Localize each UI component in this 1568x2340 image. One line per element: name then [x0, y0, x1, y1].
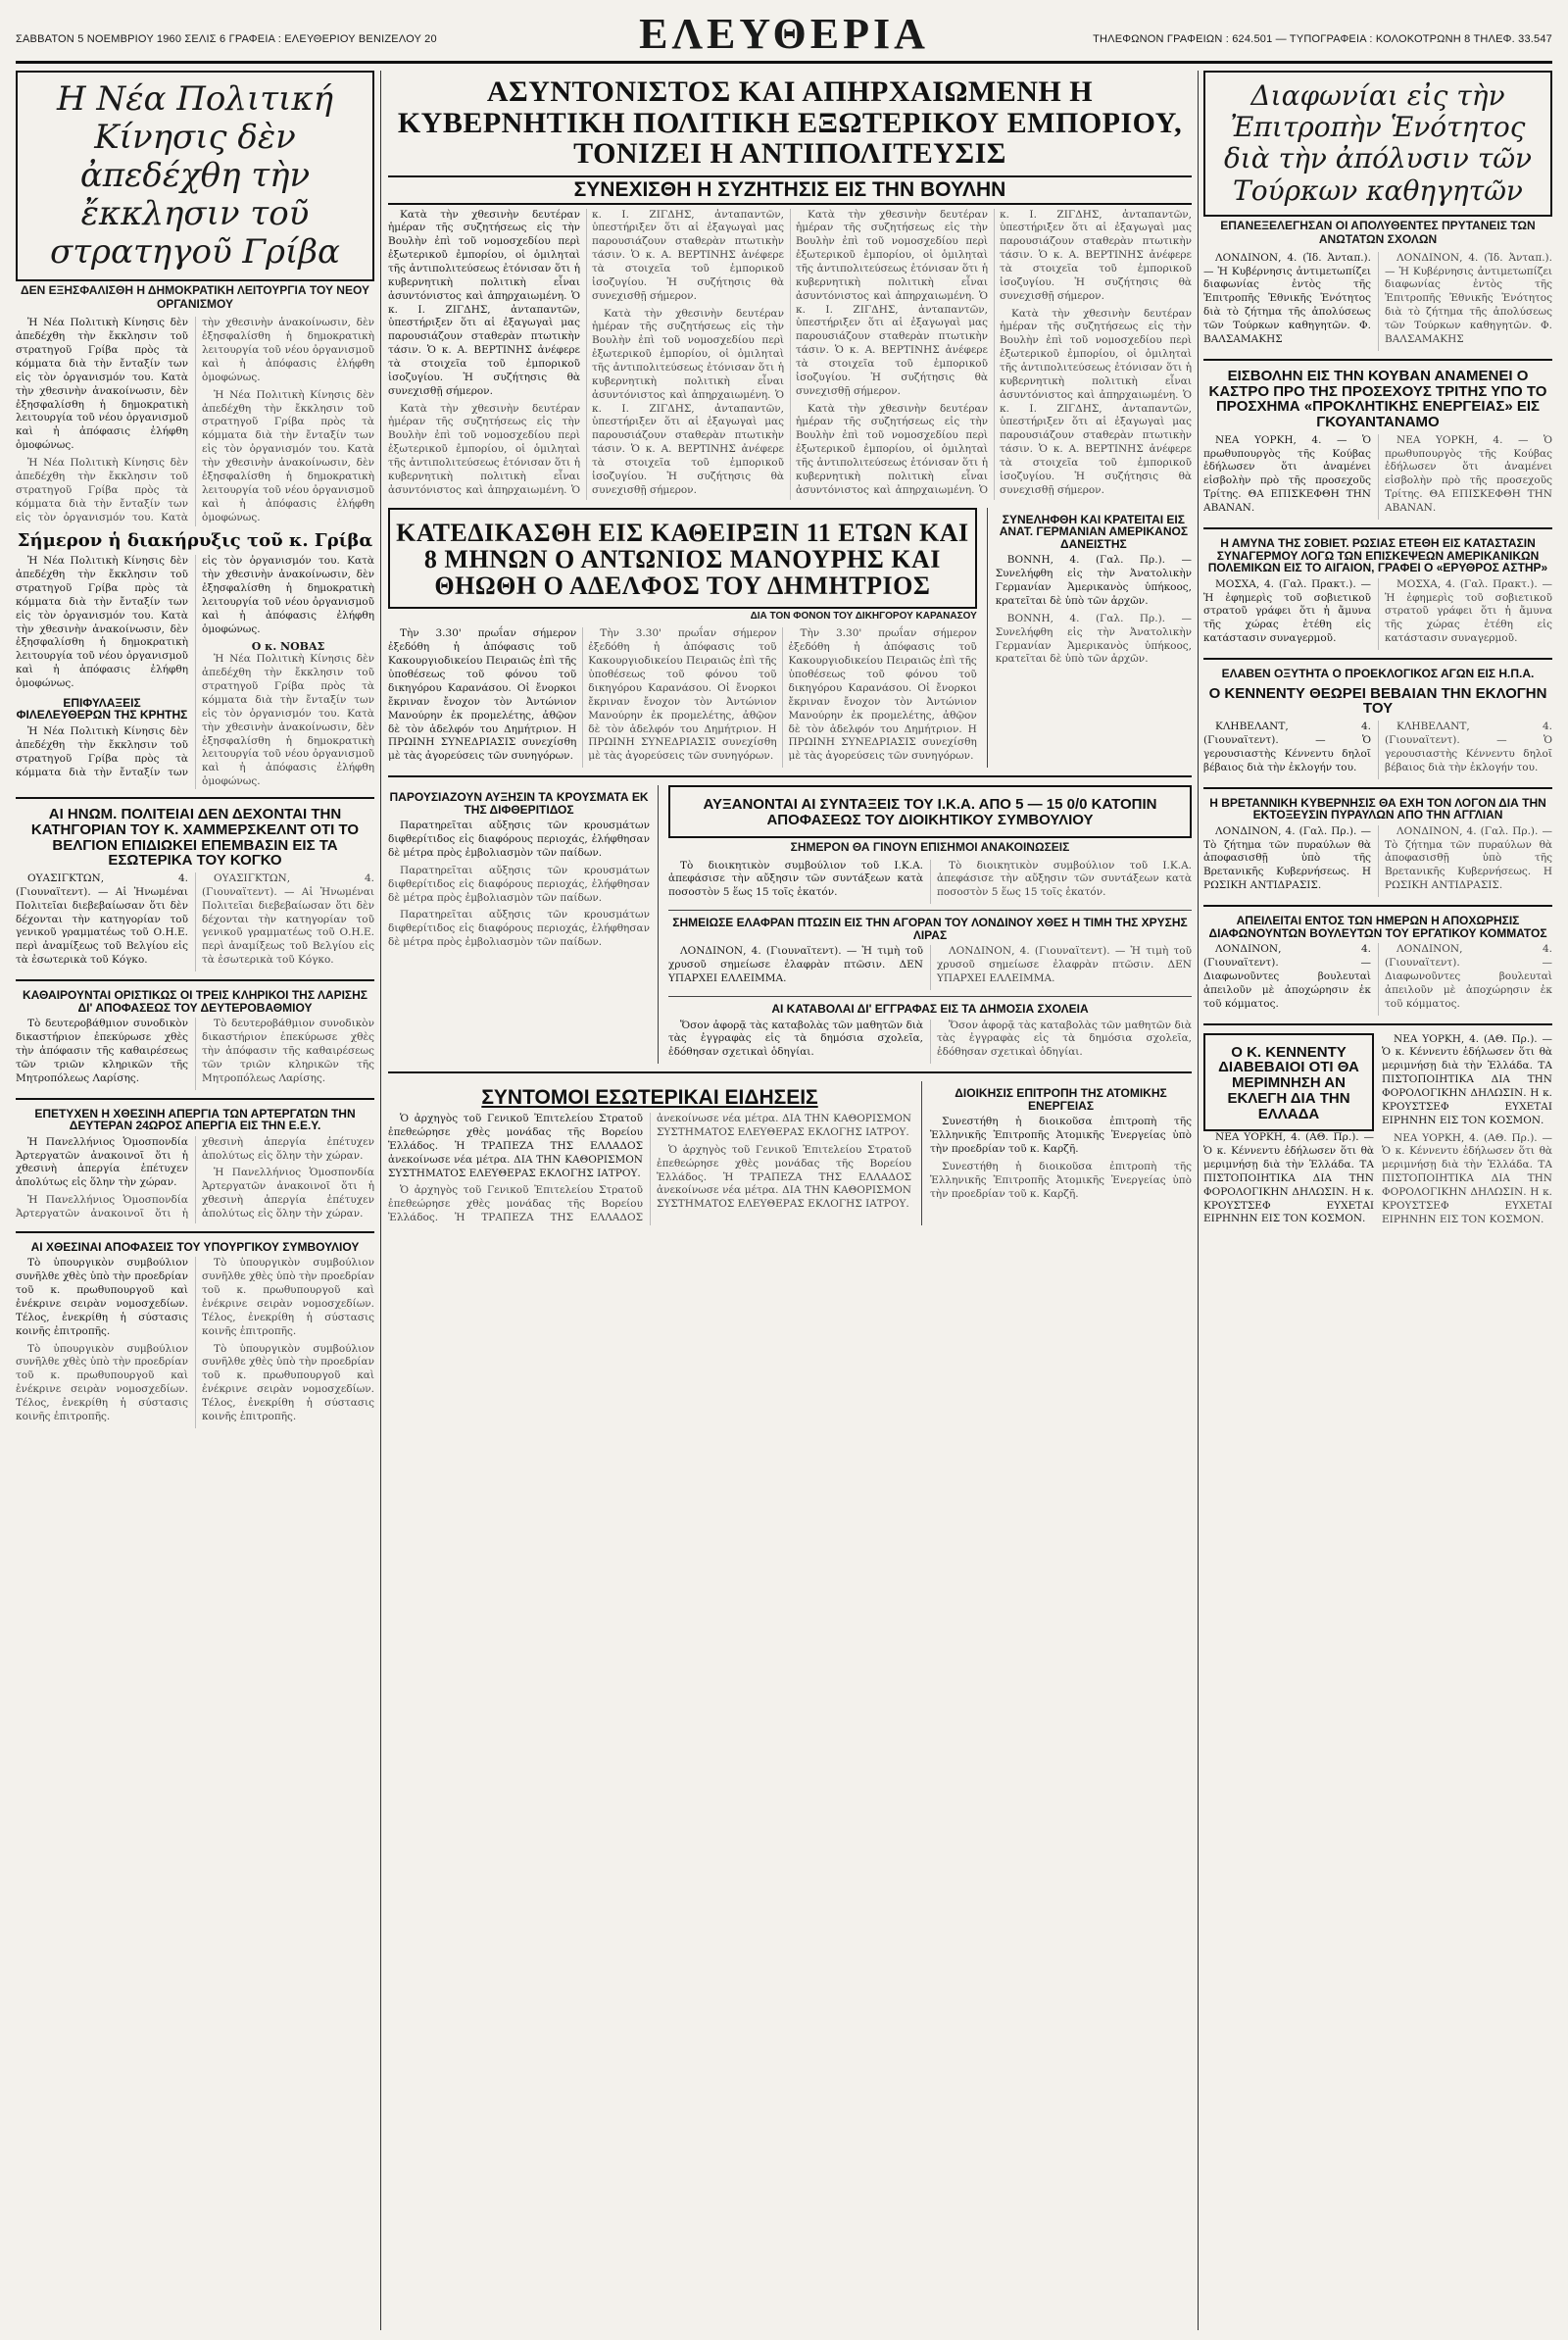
lead-headline: ΑΣΥΝΤΟΝΙΣΤΟΣ ΚΑΙ ΑΠΗΡΧΑΙΩΜΕΝΗ Η ΚΥΒΕΡΝΗΤΙΚΗ ΠΟΛΙΤΙΚΗ ΕΞΩΤΕΡΙΚΟΥ ΕΜΠΟΡΙΟΥ, ΤΟΝΙΖΕΙ Η ΑΝΤΙΠΟΛΙΤΕΥΣΙΣ — [397, 75, 1183, 170]
griva-declaration-subhead: Σήμερον ἡ διακήρυξις τοῦ κ. Γρίβα — [17, 530, 373, 552]
cabinet-decisions-headline: ΑΙ ΧΘΕΣΙΝΑΙ ΑΠΟΦΑΣΕΙΣ ΤΟΥ ΥΠΟΥΡΓΙΚΟΥ ΣΥΜΒΟΥΛΙΟΥ — [30, 1239, 360, 1254]
lead-paragraph: Κατὰ τὴν χθεσινὴν δευτέραν ἡμέραν τῆς συζητήσεως εἰς τὴν Βουλὴν ἐπὶ τοῦ νομοσχεδίου περὶ ἐξωτερικοῦ ἐμπορίου, οἱ ὁμιληταὶ τῆς ἀντιπολιτεύσεως ἐτόνισαν ὅτι ἡ κυβερνητικὴ πολιτικὴ εἶναι ἀσυντόνιστος καὶ ἀπηρχαιωμένη. Ὁ κ. Ι. ΖΙΓΔΗΣ, ἀνταπαντῶν, ὑπεστήριξεν ὅτι αἱ ἐξαγωγαὶ μας παρουσιάζουν σταθερὰν πτωτικὴν τάσιν. Ὁ κ. Α. ΒΕΡΤΙΝΗΣ ἀνέφερε τὰ στοιχεῖα τοῦ ἐμπορικοῦ ἰσοζυγίου. Ἡ συζήτησις θὰ συνεχισθῇ σήμερον. — [796, 208, 988, 397]
congo-paragraph: ΟΥΑΣΙΓΚΤΩΝ, 4. (Γιουναϊτεντ). — Αἱ Ἡνωμέναι Πολιτεῖαι διεβεβαίωσαν ὅτι δὲν δέχονται τὴν κατηγορίαν τοῦ γενικοῦ γραμματέως τοῦ Ο.Η.Ε. περὶ ἀναμίξεως τοῦ Βελγίου εἰς τὰ ἐσωτερικὰ τοῦ Κόγκο. — [202, 872, 374, 967]
congo-body — [16, 872, 374, 971]
school-fees-paragraph: Ὅσον ἀφορᾷ τὰς καταβολὰς τῶν μαθητῶν διὰ τὰς ἐγγραφὰς εἰς τὰ δημόσια σχολεῖα, ἐδόθησαν σχετικαὶ ὁδηγίαι. — [668, 1019, 923, 1059]
gold-paragraph: ΛΟΝΔΙΝΟΝ, 4. (Γιουναϊτεντ). — Ἡ τιμὴ τοῦ χρυσοῦ σημείωσε ἐλαφρὰν πτῶσιν. ΔΕΝ ΥΠΑΡΧΕΙ ΕΛΛΕΙΜΜΑ. — [937, 945, 1192, 985]
congo-headline: ΑΙ ΗΝΩΜ. ΠΟΛΙΤΕΙΑΙ ΔΕΝ ΔΕΧΟΝΤΑΙ ΤΗΝ ΚΑΤΗΓΟΡΙΑΝ ΤΟΥ Κ. ΧΑΜΜΕΡΣΚΕΛΝΤ ΟΤΙ ΤΟ ΒΕΛΓΙΟΝ ΕΠΙΔΙΩΚΕΙ ΕΠΕΜΒΑΣΙΝ ΕΙΣ ΤΑ ΕΣΩΤΕΡΙΚΑ ΤΟΥ ΚΟΓΚΟ — [30, 806, 360, 870]
griva-paragraph: Ἡ Νέα Πολιτικὴ Κίνησις δὲν ἀπεδέχθη τὴν ἔκκλησιν τοῦ στρατηγοῦ Γρίβα πρὸς τὰ κόμματα διὰ τὴν ἔνταξίν των εἰς τὸν ὀργανισμόν του. Κατὰ τὴν χθεσινὴν ἀνακοίνωσιν, δὲν ἐξησφαλίσθη ἡ δημοκρατικὴ λειτουργία τοῦ νέου ὀργανισμοῦ καὶ ἡ ἀπόφασις ἐλήφθη ὁμοφώνως. — [16, 555, 374, 778]
griva-paragraph: Ἡ Νέα Πολιτικὴ Κίνησις δὲν ἀπεδέχθη τὴν ἔκκλησιν τοῦ στρατηγοῦ Γρίβα πρὸς τὰ κόμματα διὰ τὴν ἔνταξίν των εἰς τὸν ὀργανισμόν του. Κατὰ τὴν χθεσινὴν ἀνακοίνωσιν, δὲν ἐξησφαλίσθη ἡ δημοκρατικὴ λειτουργία τοῦ νέου ὀργανισμοῦ καὶ ἡ ἀπόφασις ἐλήφθη ὁμοφώνως. — [16, 555, 188, 689]
griva-paragraph: Ἡ Νέα Πολιτικὴ Κίνησις δὲν ἀπεδέχθη τὴν ἔκκλησιν τοῦ στρατηγοῦ Γρίβα πρὸς τὰ κόμματα διὰ τὴν ἔνταξίν των εἰς τὸν ὀργανισμόν του. Κατὰ τὴν χθεσινὴν ἀνακοίνωσιν, δὲν ἐξησφαλίσθη ἡ δημοκρατικὴ λειτουργία τοῦ νέου ὀργανισμοῦ καὶ ἡ ἀπόφασις ἐλήφθη ὁμοφώνως. — [202, 653, 374, 788]
domestic-news-headline: ΣΥΝΤΟΜΟΙ ΕΣΩΤΕΡΙΚΑΙ ΕΙΔΗΣΕΙΣ — [481, 1086, 818, 1110]
griva-article — [16, 71, 374, 281]
ika-pensions-subheadline: ΣΗΜΕΡΟΝ ΘΑ ΓΙΝΟΥΝ ΕΠΙΣΗΜΟΙ ΑΝΑΚΟΙΝΩΣΕΙΣ — [790, 839, 1070, 854]
bakers-strike-paragraph: Ἡ Πανελλήνιος Ὁμοσπονδία Ἀρτεργατῶν ἀνακοινοῖ ὅτι ἡ χθεσινὴ ἀπεργία ἐπέτυχεν ἀπολύτως εἰς ὅλην τὴν χώραν. — [16, 1135, 374, 1220]
griva-body-2 — [16, 555, 374, 789]
cabinet-paragraph: Τὸ ὑπουργικὸν συμβούλιον συνῆλθε χθὲς ὑπὸ τὴν προεδρίαν τοῦ κ. πρωθυπουργοῦ καὶ ἐνέκρινε σειρὰν νομοσχεδίων. Τέλος, ἐνεκρίθη ἡ σύστασις κοινῆς ἐπιτροπῆς. — [16, 1342, 188, 1422]
newspaper-title: ΕΛΕΥΘΕΡΙΑ — [639, 10, 929, 58]
lead-paragraph: Κατὰ τὴν χθεσινὴν δευτέραν ἡμέραν τῆς συζητήσεως εἰς τὴν Βουλὴν ἐπὶ τοῦ νομοσχεδίου περὶ ἐξωτερικοῦ ἐμπορίου, οἱ ὁμιληταὶ τῆς ἀντιπολιτεύσεως ἐτόνισαν ὅτι ἡ κυβερνητικὴ πολιτικὴ εἶναι ἀσυντόνιστος καὶ ἀπηρχαιωμένη. Ὁ κ. Ι. ΖΙΓΔΗΣ, ἀνταπαντῶν, ὑπεστήριξεν ὅτι αἱ ἐξαγωγαὶ μας παρουσιάζουν σταθερὰν πτωτικὴν τάσιν. Ὁ κ. Α. ΒΕΡΤΙΝΗΣ ἀνέφερε τὰ στοιχεῖα τοῦ ἐμπορικοῦ ἰσοζυγίου. Ἡ συζήτησις θὰ συνεχισθῇ σήμερον. — [388, 208, 784, 496]
cabinet-decisions-body — [16, 1257, 374, 1427]
left-column — [16, 71, 374, 2330]
kennedy-paragraph: ΚΛΗΒΕΛΑΝΤ, 4. (Γιουναϊτεντ). — Ὁ γερουσιαστὴς Κέννεντυ δηλοῖ βέβαιος διὰ τὴν ἐκλογήν του. — [1385, 721, 1552, 773]
kennedy-paragraph: ΚΛΗΒΕΛΑΝΤ, 4. (Γιουναϊτεντ). — Ὁ γερουσιαστὴς Κέννεντυ δηλοῖ βέβαιος διὰ τὴν ἐκλογήν του. — [1203, 721, 1371, 773]
bakers-strike-body — [16, 1136, 374, 1223]
griva-body — [16, 317, 374, 526]
griva-paragraph: Ἡ Νέα Πολιτικὴ Κίνησις δὲν ἀπεδέχθη τὴν ἔκκλησιν τοῦ στρατηγοῦ Γρίβα πρὸς τὰ κόμματα διὰ τὴν ἔνταξίν των εἰς τὸν ὀργανισμόν του. Κατὰ τὴν χθεσινὴν ἀνακοίνωσιν, δὲν ἐξησφαλίσθη ἡ δημοκρατικὴ λειτουργία τοῦ νέου ὀργανισμοῦ καὶ ἡ ἀπόφασις ἐλήφθη ὁμοφώνως. — [16, 317, 188, 452]
signature-novas: Ο κ. ΝΟΒΑΣ — [251, 640, 325, 654]
column-rule-left — [380, 71, 381, 2330]
center-column — [388, 71, 1192, 2330]
ika-paragraph: Τὸ διοικητικὸν συμβούλιον τοῦ Ι.Κ.Α. ἀπεφάσισε τὴν αὔξησιν τῶν συντάξεων κατὰ ποσοστὸν 5 ἕως 15 τοῖς ἑκατόν. — [937, 859, 1192, 899]
domestic-news-paragraph: Ὁ ἀρχηγὸς τοῦ Γενικοῦ Ἐπιτελείου Στρατοῦ ἐπεθεώρησε χθὲς μονάδας τῆς Βορείου Ἑλλάδος. Ἡ ΤΡΑΠΕΖΑ ΤΗΣ ΕΛΛΑΔΟΣ ἀνεκοίνωσε νέα μέτρα. ΔΙΑ ΤΗΝ ΚΑΘΟΡΙΣΜΟΝ ΣΥΣΤΗΜΑΤΟΣ ΕΛΕΥΘΕΡΑΣ ΕΚΛΟΓΗΣ ΙΑΤΡΟΥ. — [388, 1113, 911, 1224]
larissa-clergy-headline: ΚΑΘΑΙΡΟΥΝΤΑΙ ΟΡΙΣΤΙΚΩΣ ΟΙ ΤΡΕΙΣ ΚΛΗΡΙΚΟΙ ΤΗΣ ΛΑΡΙΣΗΣ ΔΙ' ΑΠΟΦΑΣΕΩΣ ΤΟΥ ΔΕΥΤΕΡΟΒΑΘΜΙΟΥ — [23, 988, 368, 1015]
castro-headline: ΕΙΣΒΟΛΗΝ ΕΙΣ ΤΗΝ ΚΟΥΒΑΝ ΑΝΑΜΕΝΕΙ Ο ΚΑΣΤΡΟ ΠΡΟ ΤΗΣ ΠΡΟΣΕΧΟΥΣ ΤΡΙΤΗΣ ΥΠΟ ΤΟ ΠΡΟΣΧΗΜΑ «ΠΡΟΚΛΗΤΙΚΗΣ ΕΝΕΡΓΕΙΑΣ» ΕΙΣ ΓΚΟΥΑΝΤΑΝΑΜΟ — [1208, 367, 1547, 431]
unity-committee-paragraph: ΛΟΝΔΙΝΟΝ, 4. (Ἰδ. Ἀνταπ.). — Ἡ Κυβέρνησις ἀντιμετωπίζει διαφωνίας ἐντὸς τῆς Ἐπιτροπῆς Ἐθνικῆς Ἑνότητος διὰ τὸ ζήτημα τῆς ἀπολύσεως τῶν Τούρκων καθηγητῶν. Φ. ΒΑΛΣΑΜΑΚΗΣ — [1385, 251, 1552, 345]
kennedy-greece-paragraph: ΝΕΑ ΥΟΡΚΗ, 4. (ΑΘ. Πρ.). — Ὁ κ. Κέννεντυ ἐδήλωσεν ὅτι θὰ μεριμνήσῃ διὰ τὴν Ἑλλάδα. ΤΑ ΠΙΣΤΟΠΟΙΗΤΙΚΑ ΔΙΑ ΤΗΝ ΦΟΡΟΛΟΓΙΚΗΝ ΔΗΛΩΣΙΝ. Η κ. ΚΡΟΥΣΤΣΕΦ ΕΥΧΕΤΑΙ ΕΙΡΗΝΗΝ ΕΙΣ ΤΟΝ ΚΟΣΜΟΝ. — [1382, 1032, 1552, 1126]
bakers-strike-headline: ΕΠΕΤΥΧΕΝ Η ΧΘΕΣΙΝΗ ΑΠΕΡΓΙΑ ΤΩΝ ΑΡΤΕΡΓΑΤΩΝ ΤΗΝ ΔΕΥΤΕΡΑΝ 24ΩΡΟΣ ΑΠΕΡΓΙΑ ΕΙΣ ΤΗΝ Ε.Ε.Υ. — [34, 1106, 356, 1133]
gold-body — [668, 945, 1192, 990]
atomic-energy-paragraph: Συνεστήθη ἡ διοικοῦσα ἐπιτροπὴ τῆς Ἑλληνικῆς Ἐπιτροπῆς Ἀτομικῆς Ἐνεργείας ὑπὸ τὴν προεδρίαν τοῦ κ. Καρζῆ. — [930, 1160, 1192, 1200]
unity-committee-headline: Διαφωνίαι εἰς τὴν Ἐπιτροπὴν Ἑνότητος διὰ τὴν ἀπόλυσιν τῶν Τούρκων καθηγητῶν — [1223, 79, 1533, 207]
kennedy-body — [1203, 721, 1552, 778]
uk-missiles-paragraph: ΛΟΝΔΙΝΟΝ, 4. (Γαλ. Πρ.). — Τὸ ζήτημα τῶν πυραύλων θὰ ἀποφασισθῇ ὑπὸ τῆς Βρετανικῆς Κυβερνήσεως. Η ΡΩΣΙΚΗ ΑΝΤΙΔΡΑΣΙΣ. — [1385, 824, 1552, 892]
griva-paragraph: Ἡ Νέα Πολιτικὴ Κίνησις δὲν ἀπεδέχθη τὴν ἔκκλησιν τοῦ στρατηγοῦ Γρίβα πρὸς τὰ κόμματα διὰ τὴν ἔνταξίν των εἰς τὸν ὀργανισμόν του. Κατὰ τὴν χθεσινὴν ἀνακοίνωσιν, δὲν ἐξησφαλίσθη ἡ δημοκρατικὴ λειτουργία τοῦ νέου ὀργανισμοῦ καὶ ἡ ἀπόφασις ἐλήφθη ὁμοφώνως. — [16, 317, 374, 523]
labour-paragraph: ΛΟΝΔΙΝΟΝ, 4. (Γιουναϊτεντ). — Διαφωνοῦντες βουλευταὶ ἀπειλοῦν μὲ ἀποχώρησιν ἐκ τοῦ κόμματος. — [1385, 943, 1552, 1010]
ika-body — [668, 860, 1192, 905]
kennedy-greece-headline: Ο Κ. ΚΕΝΝΕΝΤΥ ΔΙΑΒΕΒΑΙΟΙ ΟΤΙ ΘΑ ΜΕΡΙΜΝΗΣΗ ΑΝ ΕΚΛΕΓΗ ΔΙΑ ΤΗΝ ΕΛΛΑΔΑ — [1218, 1043, 1359, 1122]
lead-paragraph: Κατὰ τὴν χθεσινὴν δευτέραν ἡμέραν τῆς συζητήσεως εἰς τὴν Βουλὴν ἐπὶ τοῦ νομοσχεδίου περὶ ἐξωτερικοῦ ἐμπορίου, οἱ ὁμιληταὶ τῆς ἀντιπολιτεύσεως ἐτόνισαν ὅτι ἡ κυβερνητικὴ πολιτικὴ εἶναι ἀσυντόνιστος καὶ ἀπηρχαιωμένη. Ὁ κ. Ι. ΖΙΓΔΗΣ, ἀνταπαντῶν, ὑπεστήριξεν ὅτι αἱ ἐξαγωγαὶ μας παρουσιάζουν σταθερὰν πτωτικὴν τάσιν. Ὁ κ. Α. ΒΕΡΤΙΝΗΣ ἀνέφερε τὰ στοιχεῖα τοῦ ἐμπορικοῦ ἰσοζυγίου. Ἡ συζήτησις θὰ συνεχισθῇ σήμερον. — [388, 208, 580, 397]
labour-mps-headline: ΑΠΕΙΛΕΙΤΑΙ ΕΝΤΟΣ ΤΩΝ ΗΜΕΡΩΝ Η ΑΠΟΧΩΡΗΣΙΣ ΔΙΑΦΩΝΟΥΝΤΩΝ ΒΟΥΛΕΥΤΩΝ ΤΟΥ ΕΡΓΑΤΙΚΟΥ ΚΟΜΜΑΤΟΣ — [1208, 914, 1547, 940]
larissa-paragraph: Τὸ δευτεροβάθμιον συνοδικὸν δικαστήριον ἐπεκύρωσε χθὲς τὴν ἀπόφασιν τῆς καθαιρέσεως τῶν τριῶν κληρικῶν τῆς Μητροπόλεως Λαρίσης. — [16, 1018, 188, 1084]
unity-committee-box — [1203, 71, 1552, 217]
manouris-byline: ΔΙΑ ΤΟΝ ΦΟΝΟΝ ΤΟΥ ΔΙΚΗΓΟΡΟΥ ΚΑΡΑΝΑΣΟΥ — [750, 611, 977, 622]
gold-sovereign-headline: ΣΗΜΕΙΩΣΕ ΕΛΑΦΡΑΝ ΠΤΩΣΙΝ ΕΙΣ ΤΗΝ ΑΓΟΡΑΝ ΤΟΥ ΛΟΝΔΙΝΟΥ ΧΘΕΣ Η ΤΙΜΗ ΤΗΣ ΧΡΥΣΗΣ ΛΙΡΑΣ — [672, 916, 1188, 942]
griva-paragraph: Ἡ Νέα Πολιτικὴ Κίνησις δὲν ἀπεδέχθη τὴν ἔκκλησιν τοῦ στρατηγοῦ Γρίβα πρὸς τὰ κόμματα διὰ τὴν ἔνταξίν των εἰς τὸν ὀργανισμόν του. Κατὰ τὴν χθεσινὴν ἀνακοίνωσιν, δὲν ἐξησφαλίσθη ἡ δημοκρατικὴ λειτουργία τοῦ νέου ὀργανισμοῦ καὶ ἡ ἀπόφασις ἐλήφθη ὁμοφώνως. — [202, 388, 374, 523]
masthead-phones: ΤΗΛΕΦΩΝΟΝ ΓΡΑΦΕΙΩΝ : 624.501 — ΤΥΠΟΓΡΑΦΕΙΑ : ΚΟΛΟΚΟΤΡΩΝΗ 8 ΤΗΛΕΦ. 33.547 — [1093, 33, 1552, 45]
column-rule-right — [1198, 71, 1199, 2330]
us-election-headline: ΕΛΑΒΕΝ ΟΞΥΤΗΤΑ Ο ΠΡΟΕΚΛΟΓΙΚΟΣ ΑΓΩΝ ΕΙΣ Η.Π.Α. — [1221, 667, 1535, 680]
bakers-strike-paragraph: Ἡ Πανελλήνιος Ὁμοσπονδία Ἀρτεργατῶν ἀνακοινοῖ ὅτι ἡ χθεσινὴ ἀπεργία ἐπέτυχεν ἀπολύτως εἰς ὅλην τὴν χώραν. — [16, 1135, 188, 1189]
east-germany-arrest-headline: ΣΥΝΕΛΗΦΘΗ ΚΑΙ ΚΡΑΤΕΙΤΑΙ ΕΙΣ ΑΝΑΤ. ΓΕΡΜΑΝΙΑΝ ΑΜΕΡΙΚΑΝΟΣ ΔΑΝΕΙΣΤΗΣ — [999, 512, 1189, 551]
larissa-paragraph: Τὸ δευτεροβάθμιον συνοδικὸν δικαστήριον ἐπεκύρωσε χθὲς τὴν ἀπόφασιν τῆς καθαιρέσεως τῶν τριῶν κληρικῶν τῆς Μητροπόλεως Λαρίσης. — [202, 1018, 374, 1084]
manouris-headline: ΚΑΤΕΔΙΚΑΣΘΗ ΕΙΣ ΚΑΘΕΙΡΞΙΝ 11 ΕΤΩΝ ΚΑΙ 8 ΜΗΝΩΝ Ο ΑΝΤΩΝΙΟΣ ΜΑΝΟΥΡΗΣ ΚΑΙ ΘΗΩΘΗ Ο ΑΔΕΛΦΟΣ ΤΟΥ ΔΗΜΗΤΡΙΟΣ — [396, 518, 969, 601]
kennedy-confident-headline: Ο ΚΕΝΝΕΝΤΥ ΘΕΩΡΕΙ ΒΕΒΑΙΑΝ ΤΗΝ ΕΚΛΟΓΗΝ ΤΟΥ — [1208, 684, 1547, 718]
unity-committee-paragraph: ΛΟΝΔΙΝΟΝ, 4. (Ἰδ. Ἀνταπ.). — Ἡ Κυβέρνησις ἀντιμετωπίζει διαφωνίας ἐντὸς τῆς Ἐπιτροπῆς Ἐθνικῆς Ἑνότητος διὰ τὸ ζήτημα τῆς ἀπολύσεως τῶν Τούρκων καθηγητῶν. Φ. ΒΑΛΣΑΜΑΚΗΣ — [1203, 251, 1371, 345]
manouris-body — [388, 627, 977, 768]
ika-pensions-box — [668, 785, 1192, 838]
manouris-paragraph: Τὴν 3.30' πρωΐαν σήμερον ἐξεδόθη ἡ ἀπόφασις τοῦ Κακουργιοδικείου Πειραιῶς ἐπὶ τῆς ὑποθέσεως τοῦ φόνου τοῦ δικηγόρου Καρανάσου. Οἱ ἔνορκοι ἔκριναν ἔνοχον τὸν Ἀντώνιον Μανούρην ἐκ προμελέτης, ἀθῷον δὲ τὸν ἀδελφόν του Δημήτριον. Η ΠΡΩΙΝΗ ΣΥΝΕΔΡΙΑΣΙΣ συνεχίσθη μὲ τὰς ἀγορεύσεις τῶν συνηγόρων. — [588, 627, 777, 763]
lead-body — [388, 209, 1192, 500]
unity-committee-subheadline: ΕΠΑΝΕΞΕΛΕΓΗΣΑΝ ΟΙ ΑΠΟΛΥΘΕΝΤΕΣ ΠΡΥΤΑΝΕΙΣ ΤΩΝ ΑΝΩΤΑΤΩΝ ΣΧΟΛΩΝ — [1220, 218, 1536, 246]
manouris-paragraph: Τὴν 3.30' πρωΐαν σήμερον ἐξεδόθη ἡ ἀπόφασις τοῦ Κακουργιοδικείου Πειραιῶς ἐπὶ τῆς ὑποθέσεως τοῦ φόνου τοῦ δικηγόρου Καρανάσου. Οἱ ἔνορκοι ἔκριναν ἔνοχον τὸν Ἀντώνιον Μανούρην ἐκ προμελέτης, ἀθῷον δὲ τὸν ἀδελφόν του Δημήτριον. Η ΠΡΩΙΝΗ ΣΥΝΕΔΡΙΑΣΙΣ συνεχίσθη μὲ τὰς ἀγορεύσεις τῶν συνηγόρων. — [388, 627, 577, 763]
cabinet-paragraph: Τὸ ὑπουργικὸν συμβούλιον συνῆλθε χθὲς ὑπὸ τὴν προεδρίαν τοῦ κ. πρωθυπουργοῦ καὶ ἐνέκρινε σειρὰν νομοσχεδίων. Τέλος, ἐνεκρίθη ἡ σύστασις κοινῆς ἐπιτροπῆς. — [202, 1342, 374, 1422]
congo-paragraph: ΟΥΑΣΙΓΚΤΩΝ, 4. (Γιουναϊτεντ). — Αἱ Ἡνωμέναι Πολιτεῖαι διεβεβαίωσαν ὅτι δὲν δέχονται τὴν κατηγορίαν τοῦ γενικοῦ γραμματέως τοῦ Ο.Η.Ε. περὶ ἀναμίξεως τοῦ Βελγίου εἰς τὰ ἐσωτερικὰ τοῦ Κόγκο. — [16, 872, 188, 967]
crete-liberals-subhead: ΕΠΙΦΥΛΑΞΕΙΣ ΦΙΛΕΛΕΥΘΕΡΩΝ ΤΗΣ ΚΡΗΤΗΣ — [16, 695, 188, 722]
school-fees-paragraph: Ὅσον ἀφορᾷ τὰς καταβολὰς τῶν μαθητῶν διὰ τὰς ἐγγραφὰς εἰς τὰ δημόσια σχολεῖα, ἐδόθησαν σχετικαὶ ὁδηγίαι. — [937, 1019, 1192, 1059]
cabinet-paragraph: Τὸ ὑπουργικὸν συμβούλιον συνῆλθε χθὲς ὑπὸ τὴν προεδρίαν τοῦ κ. πρωθυπουργοῦ καὶ ἐνέκρινε σειρὰν νομοσχεδίων. Τέλος, ἐνεκρίθη ἡ σύστασις κοινῆς ἐπιτροπῆς. — [202, 1257, 374, 1337]
east-germany-paragraph: ΒΟΝΝΗ, 4. (Γαλ. Πρ.). — Συνελήφθη εἰς τὴν Ἀνατολικὴν Γερμανίαν Ἀμερικανὸς ὑπήκοος, κρατεῖται δὲ ὑπὸ τῶν ἀρχῶν. — [995, 554, 1192, 607]
diphtheria-paragraph: Παρατηρεῖται αὔξησις τῶν κρουσμάτων διφθερίτιδος εἰς διαφόρους περιοχάς, ἐλήφθησαν δὲ μέτρα πρὸς ἐμβολιασμὸν τῶν παίδων. — [388, 864, 650, 904]
school-fees-headline: ΑΙ ΚΑΤΑΒΟΛΑΙ ΔΙ' ΕΓΓΡΑΦΑΣ ΕΙΣ ΤΑ ΔΗΜΟΣΙΑ ΣΧΟΛΕΙΑ — [771, 1001, 1089, 1016]
ika-pensions-headline: ΑΥΞΑΝΟΝΤΑΙ ΑΙ ΣΥΝΤΑΞΕΙΣ ΤΟΥ Ι.Κ.Α. ΑΠΟ 5 — 15 0/0 ΚΑΤΟΠΙΝ ΑΠΟΦΑΣΕΩΣ ΤΟΥ ΔΙΟΙΚΗΤΙΚΟΥ ΣΥΜΒΟΥΛΙΟΥ — [703, 796, 1157, 828]
soviet-alert-body — [1203, 578, 1552, 650]
castro-paragraph: ΝΕΑ ΥΟΡΚΗ, 4. — Ὁ πρωθυπουργὸς τῆς Κούβας ἐδήλωσεν ὅτι ἀναμένει εἰσβολὴν πρὸ τῆς προσεχοῦς Τρίτης. ΘΑ ΕΠΙΣΚΕΦΘΗ ΤΗΝ ΑΒΑΝΑΝ. — [1203, 433, 1371, 515]
domestic-news-paragraph: Ὁ ἀρχηγὸς τοῦ Γενικοῦ Ἐπιτελείου Στρατοῦ ἐπεθεώρησε χθὲς μονάδας τῆς Βορείου Ἑλλάδος. Ἡ ΤΡΑΠΕΖΑ ΤΗΣ ΕΛΛΑΔΟΣ ἀνεκοίνωσε νέα μέτρα. ΔΙΑ ΤΗΝ ΚΑΘΟΡΙΣΜΟΝ ΣΥΣΤΗΜΑΤΟΣ ΕΛΕΥΘΕΡΑΣ ΕΚΛΟΓΗΣ ΙΑΤΡΟΥ. — [657, 1143, 911, 1211]
diphtheria-paragraph: Παρατηρεῖται αὔξησις τῶν κρουσμάτων διφθερίτιδος εἰς διαφόρους περιοχάς, ἐλήφθησαν δὲ μέτρα πρὸς ἐμβολιασμὸν τῶν παίδων. — [388, 820, 650, 859]
atomic-energy-paragraph: Συνεστήθη ἡ διοικοῦσα ἐπιτροπὴ τῆς Ἑλληνικῆς Ἐπιτροπῆς Ἀτομικῆς Ἐνεργείας ὑπὸ τὴν προεδρίαν τοῦ κ. Καρζῆ. — [930, 1116, 1192, 1155]
domestic-news-body — [388, 1113, 911, 1225]
atomic-energy-headline: ΔΙΟΙΚΗΣΙΣ ΕΠΙΤΡΟΠΗ ΤΗΣ ΑΤΟΜΙΚΗΣ ΕΝΕΡΓΕΙΑΣ — [955, 1086, 1167, 1113]
east-germany-paragraph: ΒΟΝΝΗ, 4. (Γαλ. Πρ.). — Συνελήφθη εἰς τὴν Ἀνατολικὴν Γερμανίαν Ἀμερικανὸς ὑπήκοος, κρατεῖται δὲ ὑπὸ τῶν ἀρχῶν. — [995, 612, 1192, 666]
diphtheria-paragraph: Παρατηρεῖται αὔξησις τῶν κρουσμάτων διφθερίτιδος εἰς διαφόρους περιοχάς, ἐλήφθησαν δὲ μέτρα πρὸς ἐμβολιασμὸν τῶν παίδων. — [388, 909, 650, 949]
labour-paragraph: ΛΟΝΔΙΝΟΝ, 4. (Γιουναϊτεντ). — Διαφωνοῦντες βουλευταὶ ἀπειλοῦν μὲ ἀποχώρησιν ἐκ τοῦ κόμματος. — [1203, 943, 1371, 1010]
lead-paragraph: Κατὰ τὴν χθεσινὴν δευτέραν ἡμέραν τῆς συζητήσεως εἰς τὴν Βουλὴν ἐπὶ τοῦ νομοσχεδίου περὶ ἐξωτερικοῦ ἐμπορίου, οἱ ὁμιληταὶ τῆς ἀντιπολιτεύσεως ἐτόνισαν ὅτι ἡ κυβερνητικὴ πολιτικὴ εἶναι ἀσυντόνιστος καὶ ἀπηρχαιωμένη. Ὁ κ. Ι. ΖΙΓΔΗΣ, ἀνταπαντῶν, ὑπεστήριξεν ὅτι αἱ ἐξαγωγαὶ μας παρουσιάζουν σταθερὰν πτωτικὴν τάσιν. Ὁ κ. Α. ΒΕΡΤΙΝΗΣ ἀνέφερε τὰ στοιχεῖα τοῦ ἐμπορικοῦ ἰσοζυγίου. Ἡ συζήτησις θὰ συνεχισθῇ σήμερον. — [1000, 307, 1192, 496]
kennedy-greece-paragraph: ΝΕΑ ΥΟΡΚΗ, 4. (ΑΘ. Πρ.). — Ὁ κ. Κέννεντυ ἐδήλωσεν ὅτι θὰ μεριμνήσῃ διὰ τὴν Ἑλλάδα. ΤΑ ΠΙΣΤΟΠΟΙΗΤΙΚΑ ΔΙΑ ΤΗΝ ΦΟΡΟΛΟΓΙΚΗΝ ΔΗΛΩΣΙΝ. Η κ. ΚΡΟΥΣΤΣΕΦ ΕΥΧΕΤΑΙ ΕΙΡΗΝΗΝ ΕΙΣ ΤΟΝ ΚΟΣΜΟΝ. — [1382, 1131, 1552, 1225]
griva-subheadline: ΔΕΝ ΕΞΗΣΦΑΛΙΣΘΗ Η ΔΗΜΟΚΡΑΤΙΚΗ ΛΕΙΤΟΥΡΓΙΑ ΤΟΥ ΝΕΟΥ ΟΡΓΑΝΙΣΜΟΥ — [21, 283, 369, 312]
larissa-body — [16, 1018, 374, 1089]
griva-headline: Η Νέα Πολιτική Κίνησις δὲν ἀπεδέχθη τὴν ἔκκλησιν τοῦ στρατηγοῦ Γρίβα — [50, 79, 340, 273]
uk-missiles-body — [1203, 825, 1552, 897]
gold-paragraph: ΛΟΝΔΙΝΟΝ, 4. (Γιουναϊτεντ). — Ἡ τιμὴ τοῦ χρυσοῦ σημείωσε ἐλαφρὰν πτῶσιν. ΔΕΝ ΥΠΑΡΧΕΙ ΕΛΛΕΙΜΜΑ. — [668, 945, 923, 985]
castro-paragraph: ΝΕΑ ΥΟΡΚΗ, 4. — Ὁ πρωθυπουργὸς τῆς Κούβας ἐδήλωσεν ὅτι ἀναμένει εἰσβολὴν πρὸ τῆς προσεχοῦς Τρίτης. ΘΑ ΕΠΙΣΚΕΦΘΗ ΤΗΝ ΑΒΑΝΑΝ. — [1385, 433, 1552, 515]
bakers-strike-paragraph: Ἡ Πανελλήνιος Ὁμοσπονδία Ἀρτεργατῶν ἀνακοινοῖ ὅτι ἡ χθεσινὴ ἀπεργία ἐπέτυχεν ἀπολύτως εἰς ὅλην τὴν χώραν. — [202, 1167, 374, 1220]
manouris-trial-box — [388, 508, 977, 610]
soviet-alert-paragraph: ΜΟΣΧΑ, 4. (Γαλ. Πρακτ.). — Ἡ ἐφημερὶς τοῦ σοβιετικοῦ στρατοῦ γράφει ὅτι ἡ ἄμυνα τῆς χώρας ἐτέθη εἰς κατάστασιν συναγερμοῦ. — [1203, 577, 1371, 645]
masthead — [16, 10, 1552, 64]
unity-committee-body — [1203, 252, 1552, 351]
kennedy-greece-paragraph: ΝΕΑ ΥΟΡΚΗ, 4. (ΑΘ. Πρ.). — Ὁ κ. Κέννεντυ ἐδήλωσεν ὅτι θὰ μεριμνήσῃ διὰ τὴν Ἑλλάδα. ΤΑ ΠΙΣΤΟΠΟΙΗΤΙΚΑ ΔΙΑ ΤΗΝ ΦΟΡΟΛΟΓΙΚΗΝ ΔΗΛΩΣΙΝ. Η κ. ΚΡΟΥΣΤΣΕΦ ΕΥΧΕΤΑΙ ΕΙΡΗΝΗΝ ΕΙΣ ΤΟΝ ΚΟΣΜΟΝ. — [1203, 1131, 1374, 1225]
uk-missiles-paragraph: ΛΟΝΔΙΝΟΝ, 4. (Γαλ. Πρ.). — Τὸ ζήτημα τῶν πυραύλων θὰ ἀποφασισθῇ ὑπὸ τῆς Βρετανικῆς Κυβερνήσεως. Η ΡΩΣΙΚΗ ΑΝΤΙΔΡΑΣΙΣ. — [1203, 824, 1371, 892]
soviet-alert-paragraph: ΜΟΣΧΑ, 4. (Γαλ. Πρακτ.). — Ἡ ἐφημερὶς τοῦ σοβιετικοῦ στρατοῦ γράφει ὅτι ἡ ἄμυνα τῆς χώρας ἐτέθη εἰς κατάστασιν συναγερμοῦ. — [1385, 577, 1552, 645]
lead-paragraph: Κατὰ τὴν χθεσινὴν δευτέραν ἡμέραν τῆς συζητήσεως εἰς τὴν Βουλὴν ἐπὶ τοῦ νομοσχεδίου περὶ ἐξωτερικοῦ ἐμπορίου, οἱ ὁμιληταὶ τῆς ἀντιπολιτεύσεως ἐτόνισαν ὅτι ἡ κυβερνητικὴ πολιτικὴ εἶναι ἀσυντόνιστος καὶ ἀπηρχαιωμένη. Ὁ κ. Ι. ΖΙΓΔΗΣ, ἀνταπαντῶν, ὑπεστήριξεν ὅτι αἱ ἐξαγωγαὶ μας παρουσιάζουν σταθερὰν πτωτικὴν τάσιν. Ὁ κ. Α. ΒΕΡΤΙΝΗΣ ἀνέφερε τὰ στοιχεῖα τοῦ ἐμπορικοῦ ἰσοζυγίου. Ἡ συζήτησις θὰ συνεχισθῇ σήμερον. — [796, 208, 1192, 496]
labour-mps-body — [1203, 943, 1552, 1015]
soviet-alert-headline: Η ΑΜΥΝΑ ΤΗΣ ΣΟΒΙΕΤ. ΡΩΣΙΑΣ ΕΤΕΘΗ ΕΙΣ ΚΑΤΑΣΤΑΣΙΝ ΣΥΝΑΓΕΡΜΟΥ ΛΟΓΩ ΤΩΝ ΕΠΙΣΚΕΨΕΩΝ ΑΜΕΡΙΚΑΝΙΚΩΝ ΠΟΛΕΜΙΚΩΝ ΕΙΣ ΤΟ ΑΙΓΑΙΟΝ, ΓΡΑΦΕΙ Ο «ΕΡΥΘΡΟΣ ΑΣΤΗΡ» — [1207, 535, 1548, 575]
cabinet-paragraph: Τὸ ὑπουργικὸν συμβούλιον συνῆλθε χθὲς ὑπὸ τὴν προεδρίαν τοῦ κ. πρωθυπουργοῦ καὶ ἐνέκρινε σειρὰν νομοσχεδίων. Τέλος, ἐνεκρίθη ἡ σύστασις κοινῆς ἐπιτροπῆς. — [16, 1257, 188, 1337]
kennedy-greece-box — [1203, 1033, 1374, 1132]
castro-body — [1203, 434, 1552, 520]
lead-paragraph: Κατὰ τὴν χθεσινὴν δευτέραν ἡμέραν τῆς συζητήσεως εἰς τὴν Βουλὴν ἐπὶ τοῦ νομοσχεδίου περὶ ἐξωτερικοῦ ἐμπορίου, οἱ ὁμιληταὶ τῆς ἀντιπολιτεύσεως ἐτόνισαν ὅτι ἡ κυβερνητικὴ πολιτικὴ εἶναι ἀσυντόνιστος καὶ ἀπηρχαιωμένη. Ὁ κ. Ι. ΖΙΓΔΗΣ, ἀνταπαντῶν, ὑπεστήριξεν ὅτι αἱ ἐξαγωγαὶ μας παρουσιάζουν σταθερὰν πτωτικὴν τάσιν. Ὁ κ. Α. ΒΕΡΤΙΝΗΣ ἀνέφερε τὰ στοιχεῖα τοῦ ἐμπορικοῦ ἰσοζυγίου. Ἡ συζήτησις θὰ συνεχισθῇ σήμερον. — [592, 307, 784, 496]
masthead-date-address: ΣΑΒΒΑΤΟΝ 5 ΝΟΕΜΒΡΙΟΥ 1960 ΣΕΛΙΣ 6 ΓΡΑΦΕΙΑ : ΕΛΕΥΘΕΡΙΟΥ ΒΕΝΙΖΕΛΟΥ 20 — [16, 33, 437, 45]
right-column — [1203, 71, 1552, 2330]
school-fees-body — [668, 1020, 1192, 1065]
manouris-paragraph: Τὴν 3.30' πρωΐαν σήμερον ἐξεδόθη ἡ ἀπόφασις τοῦ Κακουργιοδικείου Πειραιῶς ἐπὶ τῆς ὑποθέσεως τοῦ φόνου τοῦ δικηγόρου Καρανάσου. Οἱ ἔνορκοι ἔκριναν ἔνοχον τὸν Ἀντώνιον Μανούρην ἐκ προμελέτης, ἀθῷον δὲ τὸν ἀδελφόν του Δημήτριον. Η ΠΡΩΙΝΗ ΣΥΝΕΔΡΙΑΣΙΣ συνεχίσθη μὲ τὰς ἀγορεύσεις τῶν συνηγόρων. — [788, 627, 977, 763]
domestic-news-paragraph: Ὁ ἀρχηγὸς τοῦ Γενικοῦ Ἐπιτελείου Στρατοῦ ἐπεθεώρησε χθὲς μονάδας τῆς Βορείου Ἑλλάδος. Ἡ ΤΡΑΠΕΖΑ ΤΗΣ ΕΛΛΑΔΟΣ ἀνεκοίνωσε νέα μέτρα. ΔΙΑ ΤΗΝ ΚΑΘΟΡΙΣΜΟΝ ΣΥΣΤΗΜΑΤΟΣ ΕΛΕΥΘΕΡΑΣ ΕΚΛΟΓΗΣ ΙΑΤΡΟΥ. — [388, 1113, 643, 1179]
diphtheria-headline: ΠΑΡΟΥΣΙΑΖΟΥΝ ΑΥΞΗΣΙΝ ΤΑ ΚΡΟΥΣΜΑΤΑ ΕΚ ΤΗΣ ΔΙΦΘΕΡΙΤΙΔΟΣ — [389, 790, 649, 817]
uk-missiles-headline: Η ΒΡΕΤΑΝΝΙΚΗ ΚΥΒΕΡΝΗΣΙΣ ΘΑ ΕΧΗ ΤΟΝ ΛΟΓΟΝ ΔΙΑ ΤΗΝ ΕΚΤΟΞΕΥΣΙΝ ΠΥΡΑΥΛΩΝ ΑΠΟ ΤΗΝ ΑΓΓΛΙΑΝ — [1209, 795, 1546, 822]
lead-subheadline: ΣΥΝΕΧΙΣΘΗ Η ΣΥΖΗΤΗΣΙΣ ΕΙΣ ΤΗΝ ΒΟΥΛΗΝ — [388, 175, 1192, 205]
ika-paragraph: Τὸ διοικητικὸν συμβούλιον τοῦ Ι.Κ.Α. ἀπεφάσισε τὴν αὔξησιν τῶν συντάξεων κατὰ ποσοστὸν 5 ἕως 15 τοῖς ἑκατόν. — [668, 859, 923, 899]
